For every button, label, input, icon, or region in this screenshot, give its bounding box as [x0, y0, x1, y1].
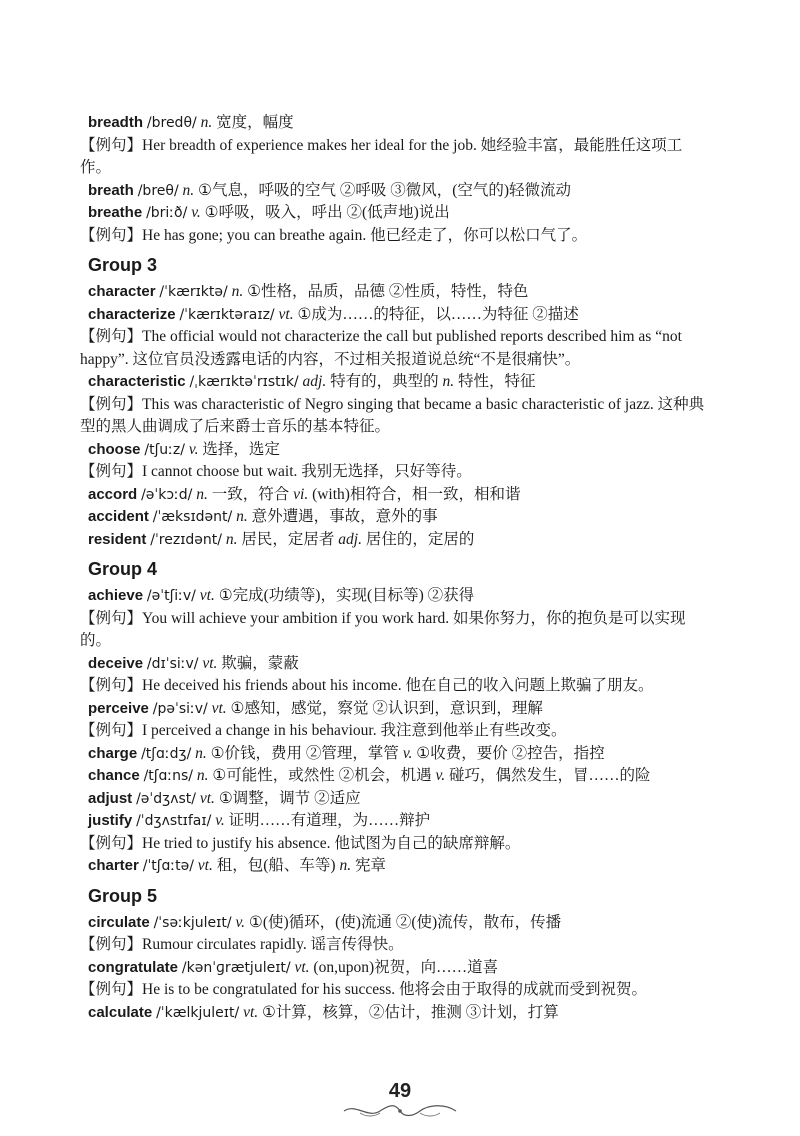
part-of-speech-2: adj.: [338, 530, 362, 548]
entry-character: [88, 281, 710, 304]
part-of-speech-2: v.: [435, 767, 446, 784]
example-choose: [80, 461, 710, 484]
definition: 一致，符合: [211, 485, 290, 503]
part-of-speech: n.: [196, 485, 208, 503]
headword: congratulate: [88, 958, 179, 976]
example-text: You will achieve your ambition if you work hard. 如果你努力，你的抱负是可以实现的。: [80, 609, 686, 649]
example-tag: 【例句】: [80, 609, 143, 627]
phonetic: /ˈkærɪktə/: [159, 284, 228, 300]
phonetic: /ˈtʃɑːtə/: [142, 858, 194, 874]
phonetic: /kənˈɡrætjuleɪt/: [181, 959, 291, 976]
group-heading-3: Group 3: [88, 255, 158, 275]
part-of-speech: vt.: [199, 587, 215, 604]
part-of-speech: vt.: [278, 305, 294, 323]
phonetic: /bredθ/: [146, 115, 197, 131]
definition-2: 碰巧，偶然发生，冒……的险: [449, 767, 651, 784]
definition: ①(使)循环，(使)流通 ②(使)流传，散布，传播: [248, 913, 562, 931]
definition: ①呼吸，吸入，呼出 ②(低声地)说出: [204, 204, 450, 221]
definition: 宽度，幅度: [216, 114, 294, 131]
example-justify: [80, 833, 710, 856]
definition: ①性格，品质，品德 ②性质，特性，特色: [247, 283, 529, 300]
definition: ①计算，核算，②估计，推测 ③计划，打算: [262, 1003, 559, 1021]
example-deceive: [80, 675, 710, 698]
headword: accident: [88, 508, 149, 525]
vocabulary-page: [80, 112, 710, 1024]
example-tag: 【例句】: [80, 677, 143, 694]
part-of-speech: v.: [235, 913, 246, 931]
entry-charge: [88, 743, 710, 766]
part-of-speech: v.: [215, 812, 225, 829]
definition: ①成为……的特征，以……为特征 ②描述: [297, 305, 579, 323]
entry-characterize: [88, 304, 710, 327]
example-tag: 【例句】: [80, 834, 143, 852]
entry-deceive: [88, 653, 710, 676]
entry-chance: [88, 765, 710, 788]
phonetic: /ˈkærɪktəraɪz/: [179, 306, 275, 323]
example-text: Her breadth of experience makes her ideal for the job. 她经验丰富，最能胜任这项工作。: [80, 136, 683, 176]
phonetic: /dɪˈsiːv/: [146, 655, 199, 672]
entry-perceive: [88, 698, 710, 721]
phonetic: /breθ/: [137, 182, 179, 199]
example-text: He has gone; you can breathe again. 他已经走了，你可以松口气了。: [142, 226, 588, 244]
part-of-speech: v.: [191, 204, 201, 221]
part-of-speech: vt.: [199, 789, 215, 807]
entry-breathe: [88, 202, 710, 225]
part-of-speech: vt.: [294, 958, 310, 976]
phonetic: /əˈtʃiːv/: [146, 588, 196, 604]
headword: charge: [88, 744, 138, 762]
ornament-flourish-icon: [340, 1103, 460, 1119]
headword: breadth: [88, 114, 144, 131]
definition: ①价钱，费用 ②管理，掌管: [210, 744, 399, 762]
definition: 欺骗，蒙蔽: [221, 654, 299, 672]
entry-calculate: [88, 1002, 710, 1025]
part-of-speech: vt.: [202, 654, 218, 672]
example-breadth: [80, 135, 710, 180]
headword: breath: [88, 181, 134, 199]
group-heading-5: Group 5: [88, 885, 158, 906]
definition: 租，包(船、车等): [216, 857, 336, 874]
headword: justify: [88, 812, 133, 829]
part-of-speech: n.: [225, 530, 238, 548]
entry-achieve: [88, 585, 710, 608]
part-of-speech: n.: [195, 744, 207, 762]
part-of-speech-2: n.: [442, 373, 455, 390]
example-tag: 【例句】: [80, 981, 143, 998]
example-text: He tried to justify his absence. 他试图为自己的缺席辩解。: [142, 834, 521, 852]
headword: character: [88, 283, 156, 300]
entry-accident: [88, 506, 710, 529]
page-footer: [0, 1080, 800, 1119]
example-tag: 【例句】: [80, 463, 143, 480]
entry-adjust: [88, 788, 710, 811]
definition: 证明……有道理，为……辩护: [228, 812, 431, 829]
part-of-speech: n.: [231, 283, 244, 300]
headword: perceive: [88, 699, 149, 717]
part-of-speech: n.: [196, 767, 209, 784]
definition: 选择，选定: [202, 440, 280, 458]
definition: ①可能性，或然性 ②机会，机遇: [212, 767, 432, 784]
entry-breath: [88, 180, 710, 203]
page-number: 49: [388, 1080, 412, 1102]
part-of-speech: vt.: [243, 1003, 259, 1021]
example-tag: 【例句】: [80, 226, 143, 244]
phonetic: /ˈæksɪdənt/: [152, 509, 233, 525]
definition-2: 特性，特征: [457, 373, 536, 390]
phonetic: /ˈkælkjuleɪt/: [156, 1004, 240, 1021]
definition-2: 居住的，定居的: [365, 530, 475, 548]
phonetic: /tʃuːz/: [144, 441, 185, 458]
example-characteristic: [80, 394, 710, 439]
part-of-speech: n.: [236, 508, 248, 525]
headword: choose: [88, 440, 141, 458]
entry-breadth: [88, 112, 710, 135]
phonetic: /briːð/: [146, 205, 188, 221]
example-text: Rumour circulates rapidly. 谣言传得快。: [142, 936, 404, 953]
phonetic: /əˈkɔːd/: [141, 486, 193, 503]
part-of-speech-2: v.: [402, 744, 413, 762]
example-text: The official would not characterize the call but published reports described him as “not happy”. 这位官员没透露电话的内容，不过相关报道说总统“不是很痛快”。: [80, 328, 682, 368]
headword: resident: [88, 530, 147, 548]
entry-characteristic: [88, 371, 710, 394]
example-tag: 【例句】: [80, 136, 143, 154]
example-text: This was characteristic of Negro singing that became a basic characteristic of jazz. 这种典型的黑人曲调成了后来爵士音乐的基本特征。: [80, 395, 705, 435]
headword: deceive: [88, 654, 144, 672]
definition-2: 宪章: [354, 857, 386, 874]
headword: characterize: [88, 305, 176, 323]
part-of-speech: adj.: [302, 373, 327, 390]
example-text: He is to be congratulated for his success. 他将会由于取得的成就而受到祝贺。: [142, 981, 647, 998]
definition-2: (with)相符合，相一致，相和谐: [312, 485, 521, 503]
entry-circulate: [88, 912, 710, 935]
definition: ①气息，呼吸的空气 ②呼吸 ③微风，(空气的)轻微流动: [198, 181, 572, 199]
example-circulate: [80, 934, 710, 957]
example-congratulate: [80, 979, 710, 1002]
example-text: He deceived his friends about his income. 他在自己的收入问题上欺骗了朋友。: [142, 677, 654, 694]
part-of-speech: vt.: [197, 857, 213, 874]
example-breathe: [80, 225, 710, 248]
definition: 居民，定居者: [241, 530, 335, 548]
example-perceive: [80, 720, 710, 743]
group-heading-4: Group 4: [88, 559, 158, 579]
headword: achieve: [88, 587, 144, 604]
phonetic: /ˈsəːkjuleɪt/: [153, 914, 232, 931]
part-of-speech-2: n.: [339, 857, 352, 874]
phonetic: /əˈdʒʌst/: [136, 790, 196, 807]
entry-charter: [88, 855, 710, 878]
part-of-speech: n.: [182, 181, 195, 199]
part-of-speech: vt.: [211, 699, 227, 717]
headword: breathe: [88, 204, 143, 221]
example-text: I perceived a change in his behaviour. 我注意到他举止有些改变。: [142, 722, 567, 739]
definition: ①感知，感觉，察觉 ②认识到，意识到，理解: [230, 699, 543, 717]
part-of-speech-2: vi.: [293, 485, 309, 503]
definition: 意外遭遇，事故，意外的事: [251, 508, 438, 525]
headword: charter: [88, 857, 139, 874]
definition: 特有的，典型的: [330, 373, 439, 390]
example-achieve: [80, 608, 710, 653]
part-of-speech: n.: [200, 114, 213, 131]
phonetic: /pəˈsiːv/: [152, 700, 208, 717]
example-characterize: [80, 326, 710, 371]
entry-congratulate: [88, 957, 710, 980]
entry-accord: [88, 484, 710, 507]
entry-resident: [88, 529, 710, 552]
headword: accord: [88, 485, 138, 503]
phonetic: /ˈrezɪdənt/: [150, 531, 222, 548]
headword: calculate: [88, 1003, 153, 1021]
definition: ①完成(功绩等)，实现(目标等) ②获得: [218, 587, 475, 604]
example-tag: 【例句】: [80, 936, 143, 953]
part-of-speech: v.: [188, 440, 199, 458]
headword: characteristic: [88, 373, 186, 390]
entry-choose: [88, 439, 710, 462]
headword: chance: [88, 767, 140, 784]
phonetic: /ˌkærɪktəˈrɪstɪk/: [189, 374, 299, 390]
phonetic: /tʃɑːdʒ/: [141, 745, 192, 762]
definition-2: ①收费，要价 ②控告，指控: [416, 744, 605, 762]
phonetic: /ˈdʒʌstɪfaɪ/: [136, 813, 212, 829]
definition: ①调整，调节 ②适应: [218, 789, 361, 807]
headword: circulate: [88, 913, 150, 931]
example-text: I cannot choose but wait. 我别无选择，只好等待。: [142, 463, 472, 480]
example-tag: 【例句】: [80, 395, 143, 413]
headword: adjust: [88, 789, 133, 807]
phonetic: /tʃɑːns/: [143, 768, 193, 784]
example-tag: 【例句】: [80, 328, 143, 345]
entry-justify: [88, 810, 710, 833]
definition: (on,upon)祝贺，向……道喜: [313, 958, 499, 976]
example-tag: 【例句】: [80, 722, 143, 739]
